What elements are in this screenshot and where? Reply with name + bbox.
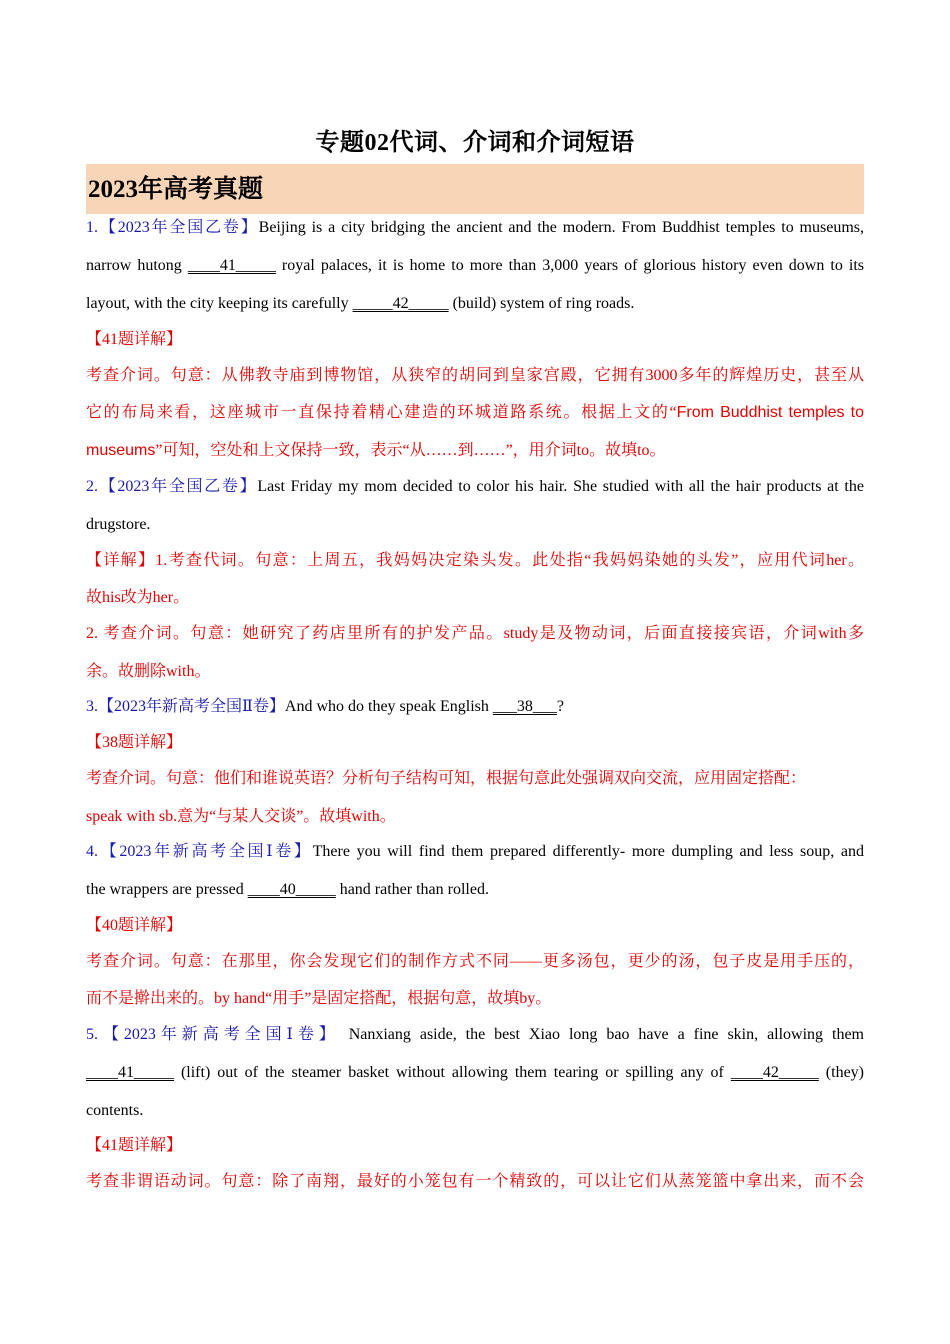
answer-blank-42: ____42_____ bbox=[730, 1064, 819, 1081]
q1-line-3 bbox=[86, 292, 864, 316]
q4-answer-heading: 【40题详解】 bbox=[86, 917, 183, 934]
q1-source: 【2023年全国乙卷】 bbox=[98, 219, 259, 236]
q4-number: 4. bbox=[86, 843, 98, 860]
q4-line-1 bbox=[86, 840, 864, 864]
q1-answer-line-1: 考查介词。句意：从佛教寺庙到博物馆，从狭窄的胡同到皇家宫殿，它拥有3000多年的辉煌历史，甚至从 bbox=[86, 367, 864, 384]
q5-source: 【2023年新高考全国Ⅰ卷】 bbox=[98, 1026, 340, 1043]
q4-source: 【2023年新高考全国Ⅰ卷】 bbox=[98, 843, 313, 860]
answer-blank-38: ___38___ bbox=[492, 698, 557, 715]
q1-line-1 bbox=[86, 216, 864, 240]
q2-answer-line-3: 2. 考查介词。句意：她研究了药店里所有的护发产品。study是及物动词，后面直接接宾语，介词with多 bbox=[86, 625, 864, 642]
q3-answer-heading: 【38题详解】 bbox=[86, 734, 183, 751]
q3-line-1 bbox=[86, 695, 864, 719]
q5-line-3: contents. bbox=[86, 1102, 144, 1119]
q5-number: 5. bbox=[86, 1026, 98, 1043]
q1-text: narrow hutong bbox=[86, 257, 188, 274]
q1-answer-text: 它的布局来看，这座城市一直保持着精心建造的环城道路系统。根据上文的“ bbox=[86, 404, 677, 421]
section-heading: 2023年高考真题 bbox=[86, 164, 864, 214]
q1-text: layout, with the city keeping its carefully bbox=[86, 295, 353, 312]
q2-number: 2. bbox=[86, 478, 98, 495]
q1-text: Beijing is a city bridging the ancient and the modern. From Buddhist temples to museums, bbox=[258, 219, 864, 236]
q4-text: There you will find them prepared differently- more dumpling and less soup, and bbox=[312, 843, 865, 860]
q1-line-2 bbox=[86, 254, 864, 278]
q1-answer-quote: museums bbox=[86, 442, 156, 459]
page-title: 专题02代词、介词和介词短语 bbox=[315, 130, 635, 156]
q4-line-2 bbox=[86, 878, 864, 902]
answer-blank-41: ____41_____ bbox=[187, 257, 276, 274]
q2-answer-line-1: 【详解】1.考查代词。句意：上周五，我妈妈决定染头发。此处指“我妈妈染她的头发”，应用代词her。 bbox=[86, 552, 864, 569]
q3-text: And who do they speak English bbox=[284, 698, 493, 715]
q5-text: (they) bbox=[818, 1064, 865, 1081]
q1-text: royal palaces, it is home to more than 3,000 years of glorious history even down to its bbox=[275, 257, 864, 274]
q2-line-1 bbox=[86, 475, 864, 499]
q2-source: 【2023年全国乙卷】 bbox=[98, 478, 258, 495]
q4-answer-line-1: 考查介词。句意：在那里，你会发现它们的制作方式不同——更多汤包，更少的汤，包子皮是用手压的， bbox=[86, 953, 864, 970]
q1-answer-heading: 【41题详解】 bbox=[86, 331, 183, 348]
q2-answer-line-2: 故his改为her。 bbox=[86, 589, 190, 606]
q5-text: Nanxiang aside, the best Xiao long bao have a fine skin, allowing them bbox=[348, 1026, 865, 1043]
answer-blank-40: ____40_____ bbox=[247, 881, 336, 898]
q2-text: Last Friday my mom decided to color his hair. She studied with all the hair products at the bbox=[257, 478, 864, 495]
answer-blank-41: ____41_____ bbox=[86, 1064, 174, 1081]
q3-answer-line-2: speak with sb.意为“与某人交谈”。故填with。 bbox=[86, 808, 396, 825]
q1-answer-text: ”可知，空处和上文保持一致，表示“从……到……”，用介词to。故填to。 bbox=[155, 442, 666, 459]
q3-number: 3. bbox=[86, 698, 98, 715]
q4-text: the wrappers are pressed bbox=[86, 881, 248, 898]
q1-number: 1. bbox=[86, 219, 98, 236]
q3-text: ? bbox=[556, 698, 564, 715]
q1-text: (build) system of ring roads. bbox=[448, 295, 635, 312]
q5-line-1 bbox=[86, 1023, 864, 1047]
q4-answer-line-2: 而不是擀出来的。by hand“用手”是固定搭配，根据句意，故填by。 bbox=[86, 990, 552, 1007]
q3-answer-line-1: 考查介词。句意：他们和谁说英语？分析句子结构可知，根据句意此处强调双向交流，应用固定搭配： bbox=[86, 770, 807, 787]
answer-blank-42: _____42_____ bbox=[352, 295, 449, 312]
q5-line-2 bbox=[86, 1061, 864, 1085]
q1-answer-quote: From Buddhist temples to bbox=[676, 404, 865, 421]
q2-line-2: drugstore. bbox=[86, 516, 151, 533]
q5-answer-line-1: 考查非谓语动词。句意：除了南翔，最好的小笼包有一个精致的，可以让它们从蒸笼篮中拿出来，而不会 bbox=[86, 1173, 864, 1190]
q4-text: hand rather than rolled. bbox=[335, 881, 489, 898]
q3-source: 【2023年新高考全国Ⅱ卷】 bbox=[98, 698, 285, 715]
q5-text: (lift) out of the steamer basket without allowing them tearing or spilling any of bbox=[174, 1064, 731, 1081]
q1-answer-line-2 bbox=[86, 401, 864, 425]
q2-answer-line-4: 余。故删除with。 bbox=[86, 663, 211, 680]
q1-answer-line-3 bbox=[86, 439, 864, 463]
q5-answer-heading: 【41题详解】 bbox=[86, 1137, 183, 1154]
